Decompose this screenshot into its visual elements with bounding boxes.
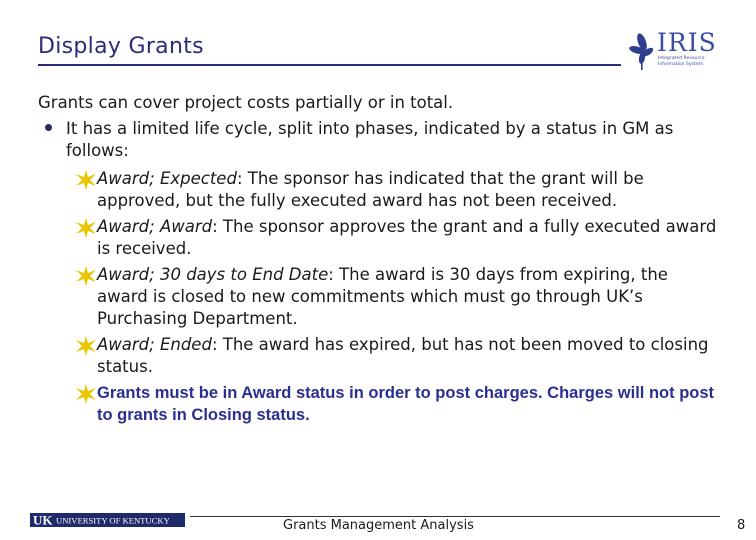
bullet-dot-icon [45, 124, 52, 131]
footer-rule [190, 516, 720, 517]
status-item [38, 168, 718, 212]
iris-logo-text: IRIS [657, 28, 717, 57]
status-term: Award; Award [97, 217, 213, 236]
iris-logo-subtitle: Integrated Resource Information System [658, 56, 705, 67]
status-description: : The sponsor approves the grant and a fully executed award is received. [97, 217, 717, 258]
star-burst-icon [76, 384, 96, 404]
footer-title: Grants Management Analysis [283, 518, 474, 533]
status-description: : The award has expired, but has not been moved to closing status. [97, 335, 709, 376]
status-description: : The award is 30 days from expiring, the award is closed to new commitments which must go through UK’s Purchasing Department. [97, 265, 668, 328]
page-number: 8 [737, 518, 746, 533]
bullet-item [38, 118, 718, 162]
status-item [38, 216, 718, 260]
intro-text: Grants can cover project costs partially or in total. [38, 93, 454, 112]
uk-logo-mark: UK [33, 513, 53, 527]
status-term: Award; 30 days to End Date [97, 265, 329, 284]
slide-title: Display Grants [38, 34, 204, 59]
star-burst-icon [76, 218, 96, 238]
status-note [38, 382, 718, 426]
status-item [38, 264, 718, 330]
status-term: Award; Expected [97, 169, 237, 188]
star-burst-icon [76, 266, 96, 286]
slide-body [38, 92, 718, 430]
status-item [38, 334, 718, 378]
status-list [38, 168, 718, 426]
status-description: : The sponsor has indicated that the grant will be approved, but the fully executed award has not been received. [97, 169, 644, 210]
star-burst-icon [76, 170, 96, 190]
title-underline [38, 64, 621, 66]
star-burst-icon [76, 336, 96, 356]
status-term: Award; Ended [97, 335, 212, 354]
uk-logo [30, 513, 185, 527]
status-note-text: Grants must be in Award status in order to post charges. Charges will not post to grants in Closing status. [97, 384, 715, 424]
uk-logo-university: UNIVERSITY OF KENTUCKY [56, 515, 170, 526]
bullet-text: It has a limited life cycle, split into phases, indicated by a status in GM as follows: [66, 119, 674, 160]
